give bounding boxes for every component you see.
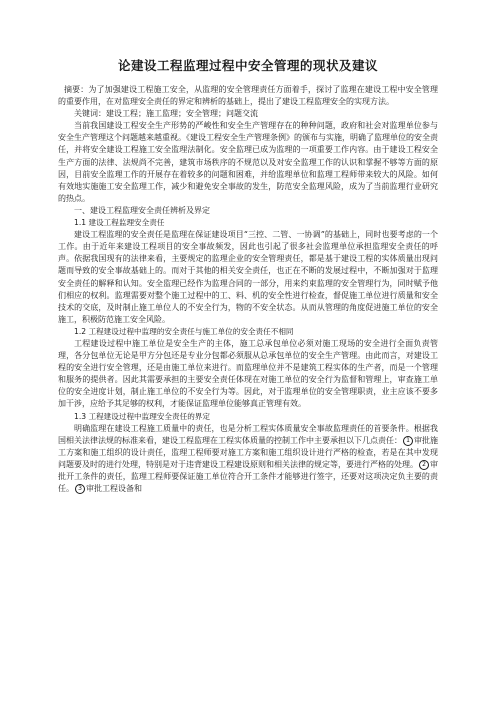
paragraph-1-3-item-1: 审批施工方案和施工组织的设计责任，监理工程师要对施工方案和施工组织设计进行严格的检查，若是在其中发现问题要及时的进行处理，特别是对于违背建设工程建设原则和相关法律的规定等，要进行严格的处理。 xyxy=(58,435,438,469)
paragraph-1-3-item-3: 审批工程设备和 xyxy=(86,484,142,494)
paragraph-1-3-intro: 明确监理在建设工程施工质量中的责任，也是分析工程实体质量安全事故监理责任的首要条件。根据我国相关法律法规的标准来看，建设工程监理在工程实体质量的控制工作中主要承担以下几点责任： xyxy=(58,423,438,445)
circled-number-1: 1 xyxy=(403,436,413,446)
circled-number-2: 2 xyxy=(419,460,429,470)
intro-paragraph: 当前我国建设工程安全生产形势的严峻性和安全生产管理存在的种种问题，政府和社会对监理单位参与安全生产管理这个问题越来越重视。《建设工程安全生产管理条例》的颁布与实施，明确了监理单位的安全责任，并将安全建设工程施工安全监理法制化。安全监理已成为监理的一项重要工作内容。由于建设工程安全生产方面的法律、法规尚不完善，建筑市场秩序的不规范以及对安全监理工作的认识和掌握不够等方面的原因，目前安全监理工作的开展存在着较多的问题和困难，并给监理单位和监理工程师带来较大的风险。如何有效地实施施工安全监理工作，减少和避免安全事故的发生，防范安全监理风险，成为了当前监理行业研究的热点。 xyxy=(58,121,438,203)
subsection-heading-1-3: 1.3 工程建设过程中监理安全责任的界定 xyxy=(74,411,210,421)
section-heading-1: 一、建设工程监理安全责任辨析及界定 xyxy=(74,205,210,215)
subsection-heading-1-1: 1.1 建设工程监理安全责任 xyxy=(74,218,165,228)
paper-title: 论建设工程监理过程中安全管理的现状及建议 xyxy=(117,58,378,73)
paragraph-1-3-item-2: 审批开工条件的责任，监理工程师要保证施工单位符合开工条件才能够进行签字，还要对这项决定负主要的责任。 xyxy=(58,459,438,494)
subsection-heading-1-2: 1.2 工程建设过程中监理的安全责任与施工单位的安全责任不相同 xyxy=(74,326,294,336)
paragraph-1-3 xyxy=(58,423,438,496)
paragraph-1-2: 工程建设过程中施工单位是安全生产的主体，施工总承包单位必须对施工现场的安全进行全面负责管理，各分包单位无论是甲方分包还是专业分包都必须服从总承包单位的安全生产管理。由此而言，对建设工程的安全进行安全管理，还是由施工单位来进行。而监理单位并不是建筑工程实体的生产者，而是一个管理和服务的提供者。因此其需要承担的主要安全责任体现在对施工单位的安全行为监督和管理上，审查施工单位的安全进度计划，制止施工单位的不安全行为等。因此，对于监理单位的安全管理职责，业主应该不要多加干涉，应给予其足够的权利，才能保证监理单位能够真正管理有效。 xyxy=(58,338,438,409)
keywords: 关键词：建设工程；施工监理；安全管理；问题交流 xyxy=(74,109,258,119)
abstract: 摘要：为了加强建设工程施工安全，从监理的安全管理责任方面着手，探讨了监理在建设工程中安全管理的重要作用，在对监理安全责任的界定和辨析的基础上，提出了建设工程监理安全的实现方法。 xyxy=(58,85,438,107)
paragraph-1-1: 建设工程监理的安全责任是监理在保证建设项目“三控、二管、一协调”的基础上，同时也要考虑的一个工作。由于近年来建设工程项目的安全事故频发，因此也引起了很多社会监理单位承担监理安全责任的呼声。依据我国现有的法律来看，主要规定的监理企业的安全管理责任，都是基于建设工程的实体质量出现问题而导致的安全事故基础上的。而对于其他的相关安全责任，也正在不断的发展过程中，不断加强对于监理安全责任的解释和认知。安全监理已经作为监理合同的一部分，用来约束监理的安全管理行为，同时赋予他们相应的权利。监理需要对整个施工过程中的工、料、机的安全性进行检查，督促施工单位进行质量和安全技术的交底，及时制止施工单位人的不安全行为，物的不安全状态。从而从管理的角度促进施工单位的安全施工，积极防范施工安全风险。 xyxy=(58,230,438,324)
circled-number-3: 3 xyxy=(75,484,85,494)
